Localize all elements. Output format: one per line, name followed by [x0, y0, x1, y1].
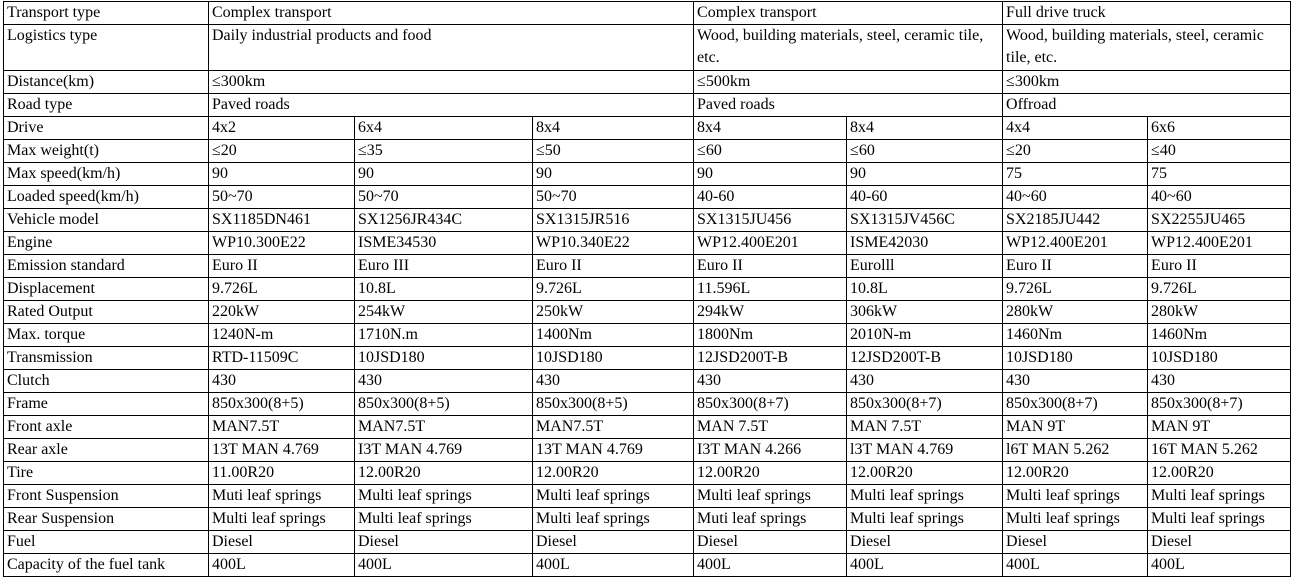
- spec-cell: 430: [209, 370, 355, 393]
- spec-cell: 12.00R20: [533, 462, 694, 485]
- logistics-group-cell: Wood, building materials, steel, ceramic tile, etc.: [694, 25, 1003, 71]
- spec-cell: 8x4: [847, 117, 1003, 140]
- spec-cell: Multi leaf springs: [694, 485, 847, 508]
- vehicle-spec-table: [3, 1, 1291, 577]
- spec-cell: Diesel: [1003, 531, 1148, 554]
- spec-cell: 850x300(8+7): [1003, 393, 1148, 416]
- road-group-cell: Paved roads: [209, 94, 694, 117]
- spec-cell: I3T MAN 4.266: [694, 439, 847, 462]
- spec-cell: 250kW: [533, 301, 694, 324]
- spec-cell: 10JSD180: [1003, 347, 1148, 370]
- spec-cell: I3T MAN 4.769: [355, 439, 533, 462]
- row-label: Transport type: [4, 2, 209, 25]
- spec-row: [4, 232, 1291, 255]
- spec-cell: 12.00R20: [1003, 462, 1148, 485]
- spec-cell: l3T MAN 4.769: [847, 439, 1003, 462]
- spec-row: [4, 117, 1291, 140]
- spec-cell: Multi leaf springs: [847, 508, 1003, 531]
- spec-cell: 400L: [209, 554, 355, 577]
- spec-cell: Diesel: [533, 531, 694, 554]
- spec-cell: 10JSD180: [533, 347, 694, 370]
- spec-row: [4, 554, 1291, 577]
- spec-cell: 16T MAN 5.262: [1148, 439, 1291, 462]
- distance-row: [4, 71, 1291, 94]
- spec-cell: Euro II: [1003, 255, 1148, 278]
- spec-cell: Muti leaf springs: [209, 485, 355, 508]
- spec-row: [4, 370, 1291, 393]
- spec-cell: ≤40: [1148, 140, 1291, 163]
- spec-cell: ISME34530: [355, 232, 533, 255]
- spec-cell: MAN 7.5T: [847, 416, 1003, 439]
- spec-cell: 1460Nm: [1148, 324, 1291, 347]
- spec-cell: SX2185JU442: [1003, 209, 1148, 232]
- row-label: Fuel: [4, 531, 209, 554]
- spec-cell: RTD-11509C: [209, 347, 355, 370]
- spec-cell: MAN7.5T: [533, 416, 694, 439]
- spec-table-body: [4, 2, 1291, 577]
- spec-cell: 9.726L: [533, 278, 694, 301]
- spec-cell: 4x4: [1003, 117, 1148, 140]
- spec-cell: 90: [694, 163, 847, 186]
- spec-cell: Euro II: [1148, 255, 1291, 278]
- spec-cell: 280kW: [1148, 301, 1291, 324]
- spec-cell: 9.726L: [209, 278, 355, 301]
- spec-cell: MAN 9T: [1003, 416, 1148, 439]
- spec-cell: Diesel: [694, 531, 847, 554]
- spec-row: [4, 186, 1291, 209]
- spec-cell: 50~70: [533, 186, 694, 209]
- spec-cell: Diesel: [847, 531, 1003, 554]
- spec-cell: 400L: [355, 554, 533, 577]
- spec-cell: 306kW: [847, 301, 1003, 324]
- spec-row: [4, 416, 1291, 439]
- spec-cell: 850x300(8+7): [694, 393, 847, 416]
- spec-cell: Multi leaf springs: [1148, 485, 1291, 508]
- spec-cell: 850x300(8+5): [209, 393, 355, 416]
- row-label: Clutch: [4, 370, 209, 393]
- row-label: Displacement: [4, 278, 209, 301]
- row-label: Rated Output: [4, 301, 209, 324]
- spec-cell: MAN 9T: [1148, 416, 1291, 439]
- distance-group-cell: ≤300km: [1003, 71, 1291, 94]
- row-label: Transmission: [4, 347, 209, 370]
- spec-cell: 1710N.m: [355, 324, 533, 347]
- spec-cell: ≤50: [533, 140, 694, 163]
- spec-cell: Multi leaf springs: [209, 508, 355, 531]
- spec-cell: ISME42030: [847, 232, 1003, 255]
- spec-cell: WP10.340E22: [533, 232, 694, 255]
- spec-cell: 13T MAN 4.769: [209, 439, 355, 462]
- spec-cell: 10.8L: [847, 278, 1003, 301]
- spec-cell: Euro II: [209, 255, 355, 278]
- spec-cell: 400L: [694, 554, 847, 577]
- row-label: Capacity of the fuel tank: [4, 554, 209, 577]
- spec-cell: WP12.400E201: [694, 232, 847, 255]
- logistics-group-cell: Daily industrial products and food: [209, 25, 694, 71]
- spec-cell: 9.726L: [1003, 278, 1148, 301]
- spec-cell: Multi leaf springs: [1003, 508, 1148, 531]
- spec-cell: Multi leaf springs: [355, 508, 533, 531]
- row-label: Max speed(km/h): [4, 163, 209, 186]
- spec-cell: 400L: [533, 554, 694, 577]
- spec-cell: 11.596L: [694, 278, 847, 301]
- spec-cell: 90: [209, 163, 355, 186]
- spec-cell: 2010N-m: [847, 324, 1003, 347]
- spec-cell: 254kW: [355, 301, 533, 324]
- spec-cell: 400L: [1003, 554, 1148, 577]
- transport-group-cell: Complex transport: [694, 2, 1003, 25]
- transport-type-row: [4, 2, 1291, 25]
- spec-cell: 8x4: [694, 117, 847, 140]
- spec-cell: 430: [694, 370, 847, 393]
- spec-cell: 1460Nm: [1003, 324, 1148, 347]
- row-label: Vehicle model: [4, 209, 209, 232]
- spec-cell: 1400Nm: [533, 324, 694, 347]
- spec-cell: Multi leaf springs: [847, 485, 1003, 508]
- spec-cell: 850x300(8+5): [355, 393, 533, 416]
- spec-cell: SX1315JV456C: [847, 209, 1003, 232]
- spec-row: [4, 347, 1291, 370]
- spec-cell: Muti leaf springs: [694, 508, 847, 531]
- spec-row: [4, 278, 1291, 301]
- spec-cell: 430: [355, 370, 533, 393]
- row-label: Engine: [4, 232, 209, 255]
- spec-cell: ≤60: [694, 140, 847, 163]
- spec-cell: 430: [1003, 370, 1148, 393]
- spec-cell: 10JSD180: [1148, 347, 1291, 370]
- spec-cell: MAN 7.5T: [694, 416, 847, 439]
- spec-cell: 75: [1148, 163, 1291, 186]
- spec-row: [4, 393, 1291, 416]
- spec-cell: ≤20: [209, 140, 355, 163]
- spec-cell: 12JSD200T-B: [847, 347, 1003, 370]
- spec-cell: MAN7.5T: [209, 416, 355, 439]
- spec-cell: 11.00R20: [209, 462, 355, 485]
- spec-cell: Eurolll: [847, 255, 1003, 278]
- spec-row: [4, 531, 1291, 554]
- spec-cell: Multi leaf springs: [533, 485, 694, 508]
- spec-row: [4, 485, 1291, 508]
- spec-cell: 40-60: [847, 186, 1003, 209]
- spec-row: [4, 324, 1291, 347]
- spec-cell: Euro II: [694, 255, 847, 278]
- transport-group-cell: Full drive truck: [1003, 2, 1291, 25]
- logistics-group-cell: Wood, building materials, steel, ceramic tile, etc.: [1003, 25, 1291, 71]
- spec-cell: WP12.400E201: [1148, 232, 1291, 255]
- spec-cell: Multi leaf springs: [1148, 508, 1291, 531]
- spec-cell: 90: [355, 163, 533, 186]
- spec-cell: SX1315JU456: [694, 209, 847, 232]
- spec-cell: 8x4: [533, 117, 694, 140]
- spec-row: [4, 508, 1291, 531]
- spec-cell: 430: [533, 370, 694, 393]
- spec-cell: 430: [1148, 370, 1291, 393]
- row-label: Front Suspension: [4, 485, 209, 508]
- spec-cell: Multi leaf springs: [1003, 485, 1148, 508]
- spec-cell: 12.00R20: [847, 462, 1003, 485]
- row-label: Rear axle: [4, 439, 209, 462]
- row-label: Logistics type: [4, 25, 209, 71]
- spec-cell: 6x4: [355, 117, 533, 140]
- spec-cell: Euro II: [533, 255, 694, 278]
- transport-group-cell: Complex transport: [209, 2, 694, 25]
- spec-row: [4, 209, 1291, 232]
- row-label: Loaded speed(km/h): [4, 186, 209, 209]
- spec-cell: MAN7.5T: [355, 416, 533, 439]
- spec-cell: 850x300(8+5): [533, 393, 694, 416]
- spec-cell: SX2255JU465: [1148, 209, 1291, 232]
- spec-cell: ≤35: [355, 140, 533, 163]
- spec-row: [4, 255, 1291, 278]
- spec-row: [4, 163, 1291, 186]
- spec-cell: 50~70: [355, 186, 533, 209]
- spec-cell: WP12.400E201: [1003, 232, 1148, 255]
- row-label: Rear Suspension: [4, 508, 209, 531]
- row-label: Emission standard: [4, 255, 209, 278]
- spec-cell: WP10.300E22: [209, 232, 355, 255]
- row-label: Distance(km): [4, 71, 209, 94]
- spec-cell: Euro III: [355, 255, 533, 278]
- row-label: Frame: [4, 393, 209, 416]
- spec-cell: 10JSD180: [355, 347, 533, 370]
- spec-cell: 10.8L: [355, 278, 533, 301]
- spec-cell: 75: [1003, 163, 1148, 186]
- spec-cell: 4x2: [209, 117, 355, 140]
- spec-cell: Diesel: [1148, 531, 1291, 554]
- spec-cell: 294kW: [694, 301, 847, 324]
- row-label: Tire: [4, 462, 209, 485]
- spec-cell: Multi leaf springs: [533, 508, 694, 531]
- row-label: Front axle: [4, 416, 209, 439]
- spec-cell: 280kW: [1003, 301, 1148, 324]
- spec-cell: 40-60: [694, 186, 847, 209]
- spec-cell: 1240N-m: [209, 324, 355, 347]
- row-label: Drive: [4, 117, 209, 140]
- spec-cell: SX1256JR434C: [355, 209, 533, 232]
- row-label: Road type: [4, 94, 209, 117]
- spec-cell: 90: [533, 163, 694, 186]
- distance-group-cell: ≤300km: [209, 71, 694, 94]
- spec-row: [4, 439, 1291, 462]
- spec-cell: Diesel: [209, 531, 355, 554]
- spec-row: [4, 462, 1291, 485]
- spec-cell: 90: [847, 163, 1003, 186]
- spec-cell: Diesel: [355, 531, 533, 554]
- spec-cell: 50~70: [209, 186, 355, 209]
- distance-group-cell: ≤500km: [694, 71, 1003, 94]
- spec-cell: SX1315JR516: [533, 209, 694, 232]
- spec-cell: 850x300(8+7): [847, 393, 1003, 416]
- spec-cell: 850x300(8+7): [1148, 393, 1291, 416]
- spec-cell: ≤20: [1003, 140, 1148, 163]
- spec-cell: 12.00R20: [694, 462, 847, 485]
- spec-cell: 400L: [1148, 554, 1291, 577]
- road-group-cell: Paved roads: [694, 94, 1003, 117]
- road-group-cell: Offroad: [1003, 94, 1291, 117]
- spec-cell: 12.00R20: [1148, 462, 1291, 485]
- row-label: Max weight(t): [4, 140, 209, 163]
- spec-cell: 400L: [847, 554, 1003, 577]
- spec-cell: 220kW: [209, 301, 355, 324]
- logistics-type-row: [4, 25, 1291, 71]
- row-label: Max. torque: [4, 324, 209, 347]
- spec-row: [4, 301, 1291, 324]
- spec-cell: 40~60: [1148, 186, 1291, 209]
- spec-cell: 6x6: [1148, 117, 1291, 140]
- spec-row: [4, 140, 1291, 163]
- spec-cell: Multi leaf springs: [355, 485, 533, 508]
- spec-cell: SX1185DN461: [209, 209, 355, 232]
- spec-cell: 40~60: [1003, 186, 1148, 209]
- spec-cell: l6T MAN 5.262: [1003, 439, 1148, 462]
- spec-cell: ≤60: [847, 140, 1003, 163]
- spec-cell: 12JSD200T-B: [694, 347, 847, 370]
- road-type-row: [4, 94, 1291, 117]
- spec-cell: 12.00R20: [355, 462, 533, 485]
- spec-cell: 9.726L: [1148, 278, 1291, 301]
- spec-cell: 13T MAN 4.769: [533, 439, 694, 462]
- spec-cell: 1800Nm: [694, 324, 847, 347]
- spec-cell: 430: [847, 370, 1003, 393]
